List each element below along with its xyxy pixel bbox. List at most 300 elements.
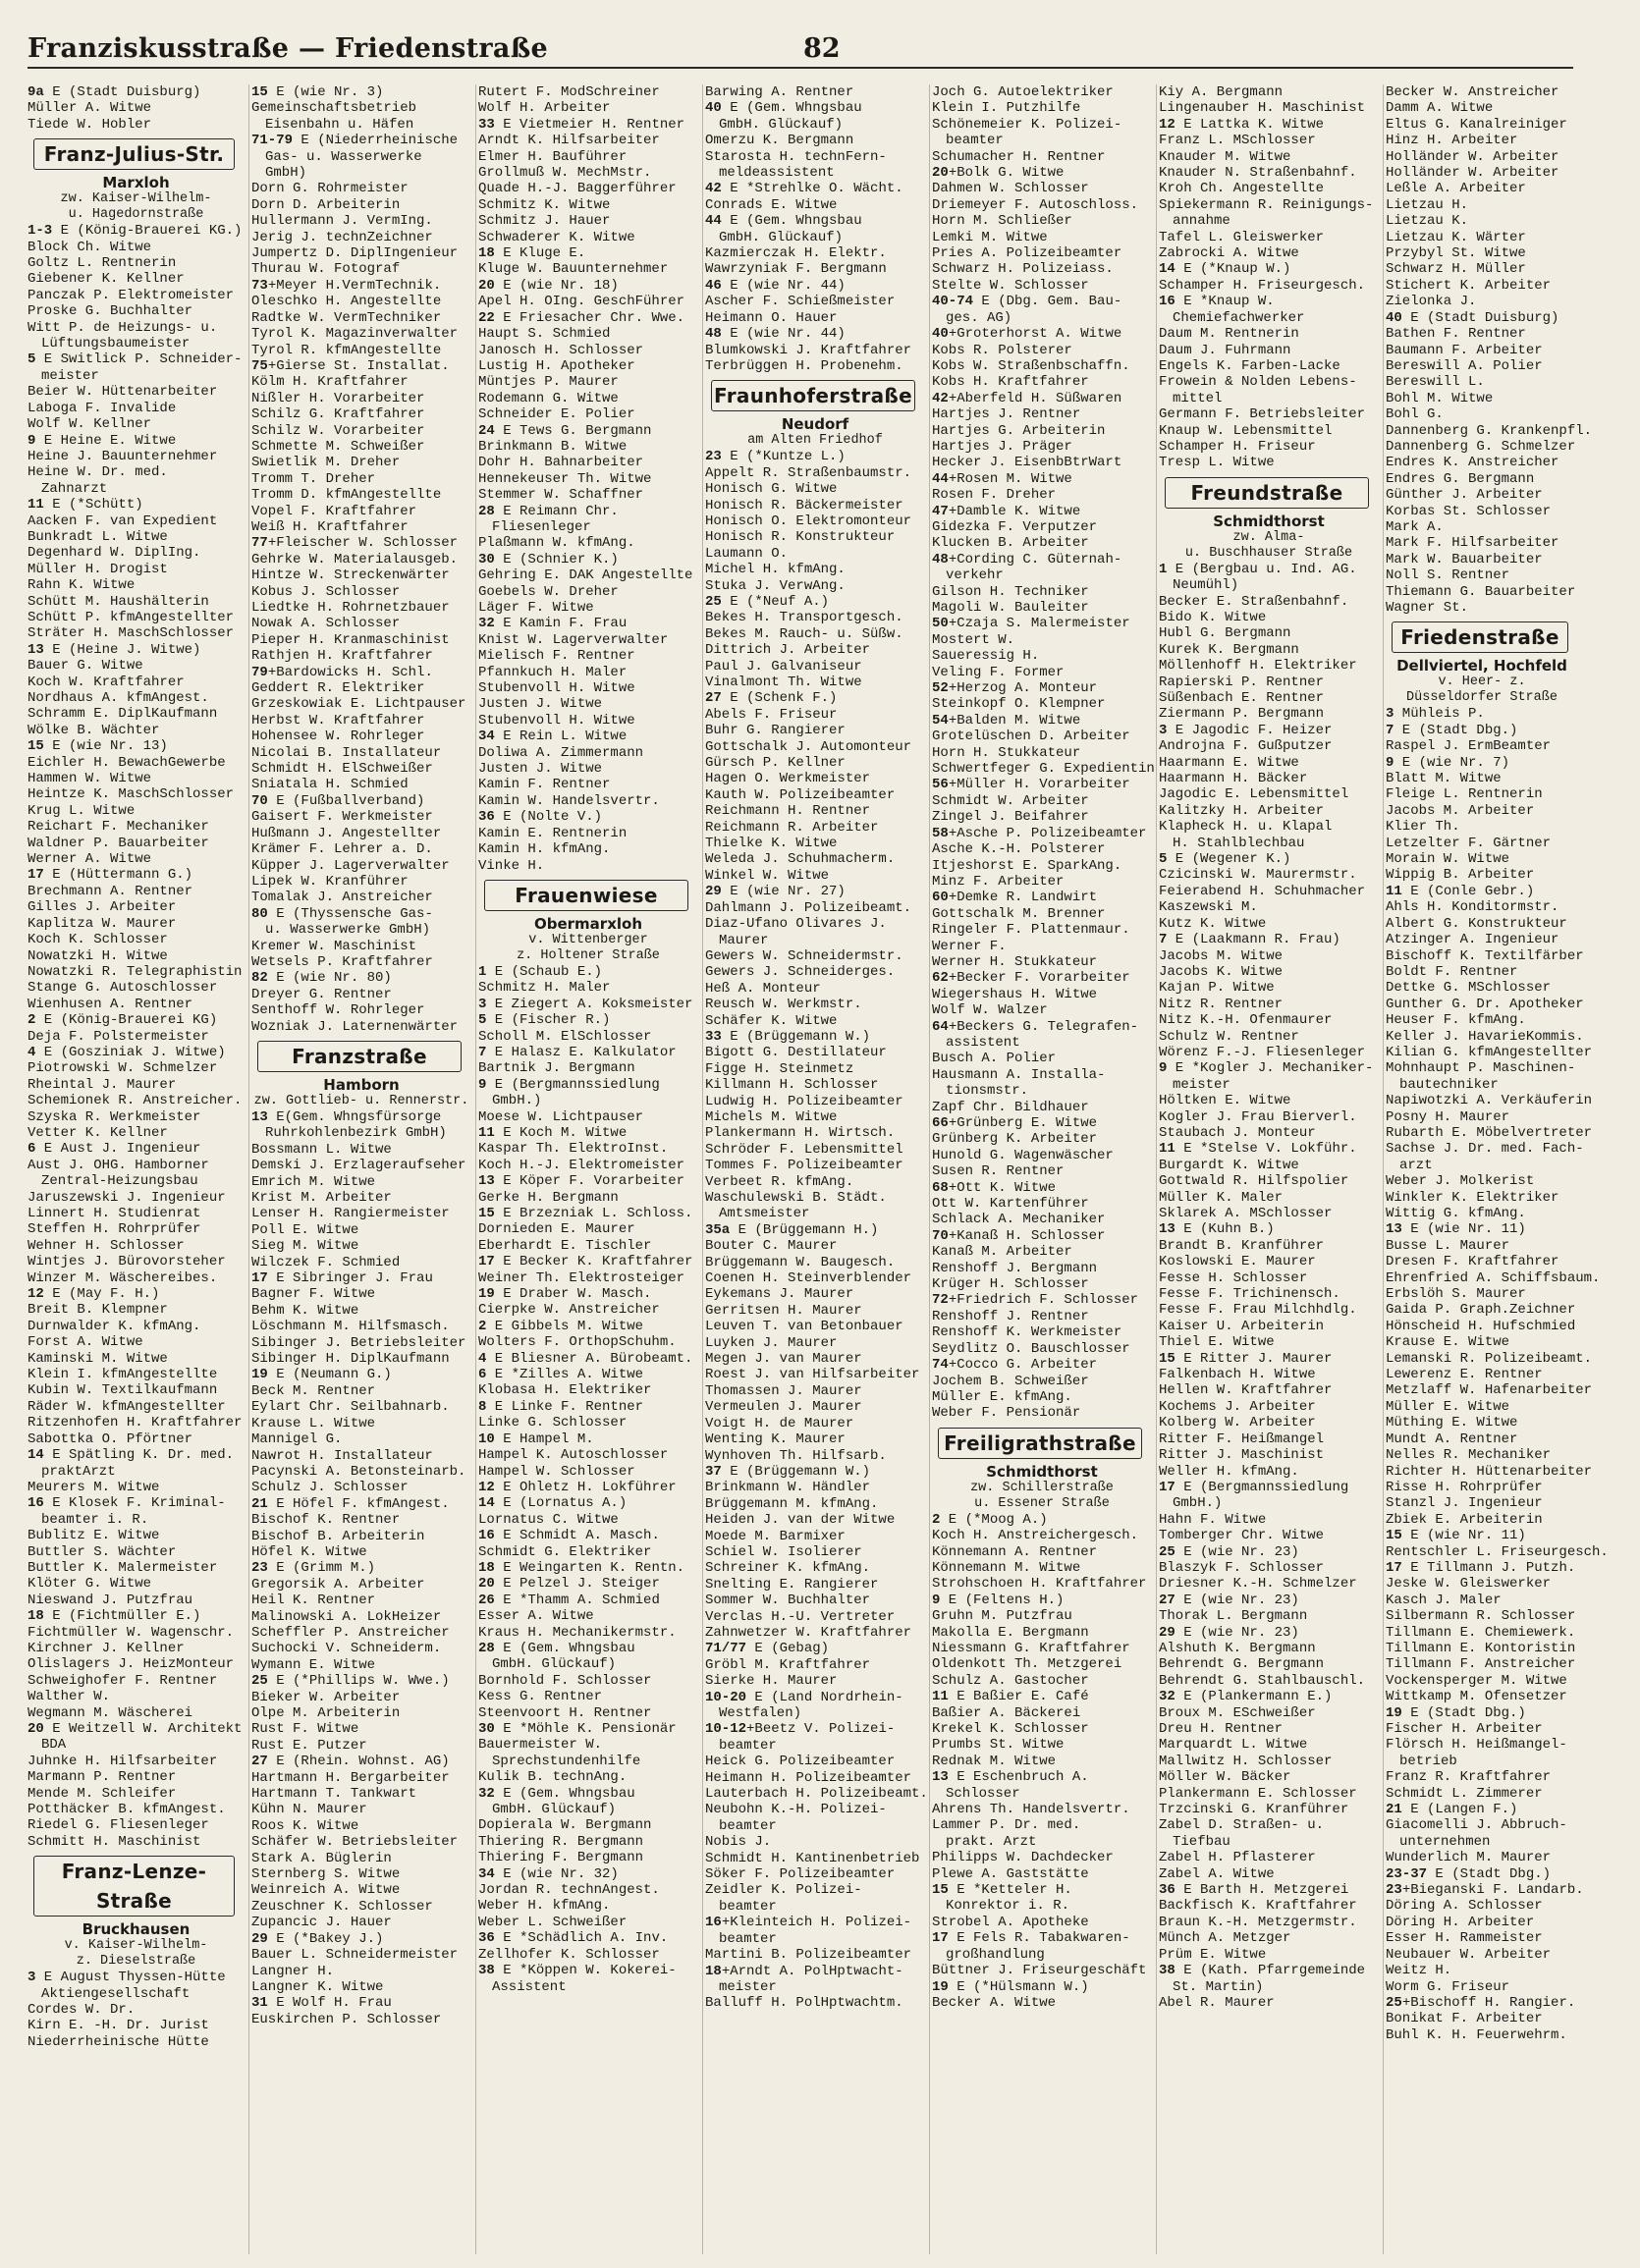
- directory-entry: Conrads E. Witwe: [705, 196, 838, 213]
- directory-entry: Wolf W. Walzer: [932, 1002, 1048, 1019]
- directory-entry: Reichmann R. Arbeiter: [705, 819, 879, 836]
- directory-entry: Esser A. Witwe: [478, 1608, 594, 1625]
- directory-entry: Sabottka O. Pförtner: [27, 1431, 193, 1447]
- directory-entry: Brandt B. Kranführer: [1159, 1237, 1325, 1254]
- directory-entry: Schäfer K. Witwe: [705, 1012, 838, 1029]
- directory-entry: Becker W. Anstreicher: [1386, 84, 1559, 100]
- directory-entry: BDA: [41, 1737, 67, 1754]
- column-1: [27, 84, 249, 2254]
- directory-entry: Moese W. Lichtpauser: [478, 1108, 644, 1125]
- directory-entry: 12 E Ohletz H. Lokführer: [478, 1479, 677, 1495]
- district-name: Neudorf: [781, 415, 849, 434]
- directory-entry: Brinkmann B. Witwe: [478, 438, 628, 455]
- directory-entry: Wölke B. Wächter: [27, 722, 160, 738]
- directory-entry: Klucken B. Arbeiter: [932, 535, 1089, 552]
- directory-entry: Atzinger A. Ingenieur: [1386, 932, 1559, 948]
- district-name: Hamborn: [323, 1075, 400, 1094]
- directory-entry: 28 E Reimann Chr.: [478, 503, 619, 519]
- directory-entry: Kühn N. Maurer: [251, 1802, 367, 1818]
- directory-entry: Eltus G. Kanalreiniger: [1386, 116, 1567, 133]
- directory-entry: 27 E (wie Nr. 23): [1159, 1592, 1299, 1608]
- directory-entry: Sibinger J. Betriebsleiter: [251, 1334, 466, 1351]
- directory-entry: 16 E *Knaup W.: [1159, 294, 1275, 310]
- street-extent: v. Wittenberger: [528, 932, 648, 947]
- directory-entry: 52+Herzog A. Monteur: [932, 680, 1098, 697]
- directory-entry: Weleda J. Schuhmacherm.: [705, 851, 896, 868]
- directory-entry: 11 E (*Schütt): [27, 497, 143, 513]
- directory-entry: Jordan R. technAngest.: [478, 1882, 660, 1899]
- directory-entry: Marmann P. Rentner: [27, 1769, 177, 1786]
- directory-entry: Dresen F. Kraftfahrer: [1386, 1254, 1559, 1270]
- column-5: [932, 84, 1157, 2254]
- directory-entry: Schamper H. Friseur: [1159, 438, 1316, 455]
- directory-entry: Schumacher H. Rentner: [932, 148, 1106, 165]
- directory-entry: Ott W. Kartenführer: [932, 1196, 1089, 1213]
- directory-entry: Thielke K. Witwe: [705, 836, 838, 852]
- directory-entry: Coenen H. Steinverblender: [705, 1270, 912, 1287]
- directory-entry: Krause E. Witwe: [1386, 1334, 1510, 1351]
- directory-entry: 64+Beckers G. Telegrafen-: [932, 1018, 1139, 1035]
- directory-entry: Kauth W. Polizeibeamter: [705, 786, 896, 803]
- directory-entry: meister: [1173, 1076, 1230, 1093]
- directory-entry: annahme: [1173, 213, 1230, 230]
- directory-entry: Staubach J. Monteur: [1159, 1124, 1316, 1141]
- directory-entry: 82 E (wie Nr. 80): [251, 970, 392, 987]
- directory-entry: 9 E (Feltens H.): [932, 1592, 1065, 1608]
- directory-entry: Noll S. Rentner: [1386, 567, 1510, 584]
- directory-entry: Wymann E. Witwe: [251, 1656, 376, 1673]
- directory-entry: Dreu H. Rentner: [1159, 1721, 1284, 1737]
- directory-entry: Eberhardt E. Tischler: [478, 1237, 652, 1254]
- directory-entry: Tyrol K. Magazinverwalter: [251, 326, 459, 343]
- directory-entry: 33 E (Brüggemann W.): [705, 1028, 871, 1045]
- directory-entry: Koch H. Anstreichergesch.: [932, 1528, 1139, 1544]
- directory-entry: Michels M. Witwe: [705, 1108, 838, 1125]
- directory-entry: Damm A. Witwe: [1386, 100, 1494, 117]
- directory-entry: Wynhoven Th. Hilfsarb.: [705, 1447, 887, 1464]
- directory-entry: Degenhard W. DiplIng.: [27, 545, 201, 562]
- directory-entry: Kobs W. Straßenbschaffn.: [932, 357, 1130, 374]
- directory-entry: Knauder N. Straßenbahnf.: [1159, 165, 1357, 182]
- directory-entry: Bauermeister W.: [478, 1737, 603, 1754]
- directory-entry: Beck M. Rentner: [251, 1382, 376, 1399]
- directory-entry: Germann F. Betriebsleiter: [1159, 406, 1366, 423]
- directory-entry: Tyrol R. kfmAngestellte: [251, 342, 442, 358]
- directory-entry: Ritzenhofen H. Kraftfahrer: [27, 1415, 243, 1431]
- column-3: [478, 84, 703, 2254]
- directory-entry: großhandlung: [946, 1946, 1045, 1963]
- directory-entry: Behrendt G. Stahlbauschl.: [1159, 1672, 1366, 1689]
- directory-entry: Demski J. Erzlageraufseher: [251, 1158, 466, 1174]
- directory-entry: Werner F.: [932, 938, 1007, 954]
- directory-entry: Jumpertz D. DiplIngenieur: [251, 245, 459, 262]
- directory-entry: Honisch O. Elektromonteur: [705, 513, 912, 529]
- district-name: Dellviertel, Hochfeld: [1396, 657, 1567, 675]
- directory-entry: Thiering R. Bergmann: [478, 1833, 644, 1850]
- directory-entry: Malinowski A. LokHeizer: [251, 1608, 442, 1625]
- directory-entry: Mielisch F. Rentner: [478, 648, 635, 665]
- directory-entry: Zapf Chr. Bildhauer: [932, 1099, 1089, 1115]
- directory-entry: Mundt A. Rentner: [1386, 1431, 1518, 1447]
- directory-entry: Renshoff K. Werkmeister: [932, 1324, 1122, 1341]
- directory-entry: Piotrowski W. Schmelzer: [27, 1060, 218, 1077]
- directory-entry: Süßenbach E. Rentner: [1159, 690, 1325, 706]
- directory-entry: Haupt S. Schmied: [478, 326, 611, 343]
- directory-entry: Ludwig H. Polizeibeamter: [705, 1093, 903, 1109]
- directory-entry: Rust E. Putzer: [251, 1737, 367, 1754]
- directory-entry: Müller H. Drogist: [27, 561, 168, 577]
- directory-entry: Burgardt K. Witwe: [1159, 1157, 1299, 1173]
- directory-entry: Cierpke W. Anstreicher: [478, 1302, 660, 1319]
- directory-entry: 3 Mühleis P.: [1386, 706, 1485, 723]
- directory-entry: Eichler H. BewachGewerbe: [27, 754, 226, 771]
- directory-entry: 32 E (Plankermann E.): [1159, 1689, 1333, 1705]
- directory-entry: Dittrich J. Arbeiter: [705, 642, 871, 659]
- directory-entry: Nowak A. Schlosser: [251, 616, 401, 632]
- street-extent: zw. Kaiser-Wilhelm-: [60, 191, 212, 207]
- directory-entry: Posny H. Maurer: [1386, 1108, 1510, 1125]
- directory-entry: Vetter K. Kellner: [27, 1124, 168, 1141]
- directory-entry: Günther J. Arbeiter: [1386, 487, 1543, 504]
- directory-entry: Plewe A. Gaststätte: [932, 1865, 1089, 1882]
- directory-entry: Stelte W. Schlosser: [932, 277, 1089, 294]
- directory-entry: Stubenvoll H. Witwe: [478, 712, 635, 729]
- directory-entry: Schmette M. Schweißer: [251, 438, 425, 455]
- directory-entry: Bido K. Witwe: [1159, 609, 1267, 625]
- directory-entry: Dorn D. Arbeiterin: [251, 196, 401, 213]
- directory-entry: Weinreich A. Witwe: [251, 1882, 401, 1899]
- directory-entry: Schulz W. Rentner: [1159, 1028, 1299, 1045]
- directory-entry: 70 E (Fußballverband): [251, 792, 425, 809]
- directory-entry: Schwertfeger G. Expedientin: [932, 761, 1155, 778]
- directory-entry: Szyska R. Werkmeister: [27, 1108, 201, 1125]
- directory-entry: Müller E. Witwe: [1386, 1398, 1510, 1415]
- directory-entry: Bekes M. Rauch- u. Süßw.: [705, 625, 903, 642]
- directory-entry: Breit B. Klempner: [27, 1302, 168, 1319]
- directory-entry: Quade H.-J. Baggerführer: [478, 181, 677, 197]
- directory-entry: GmbH.): [1173, 1495, 1223, 1512]
- directory-entry: Horn M. Schließer: [932, 213, 1072, 230]
- directory-entry: Knist W. Lagerverwalter: [478, 631, 669, 648]
- directory-entry: Czicinski W. Maurermstr.: [1159, 867, 1357, 884]
- directory-entry: Gidezka F. Verputzer: [932, 518, 1098, 535]
- directory-entry: Aust J. OHG. Hamborner: [27, 1157, 209, 1173]
- directory-entry: Kobs H. Kraftfahrer: [932, 374, 1089, 391]
- directory-entry: Rapierski P. Rentner: [1159, 674, 1325, 690]
- directory-entry: Klöter G. Witwe: [27, 1576, 152, 1593]
- directory-entry: Tromm T. Dreher: [251, 470, 376, 487]
- directory-entry: Steenvoort H. Rentner: [478, 1704, 652, 1721]
- directory-entry: Ehrenfried A. Schiffsbaum.: [1386, 1269, 1601, 1286]
- directory-entry: Nowatzki R. Telegraphistin: [27, 963, 243, 980]
- directory-entry: Tiefbau: [1173, 1833, 1230, 1850]
- directory-entry: GmbH. Glückauf): [719, 116, 844, 133]
- directory-entry: Omerzu K. Bergmann: [705, 133, 854, 149]
- directory-entry: 37 E (Brüggemann W.): [705, 1463, 871, 1480]
- directory-entry: Rentschler L. Friseurgesch.: [1386, 1543, 1609, 1560]
- directory-entry: Minz F. Arbeiter: [932, 873, 1065, 890]
- directory-entry: Gaida P. Graph.Zeichner: [1386, 1302, 1576, 1319]
- directory-entry: meldeassistent: [719, 165, 835, 182]
- directory-entry: Sniatala H. Schmied: [251, 777, 409, 793]
- directory-entry: Kajan P. Witwe: [1159, 980, 1275, 997]
- directory-entry: Stange G. Autoschlosser: [27, 980, 218, 997]
- directory-entry: Ascher F. Schießmeister: [705, 294, 896, 310]
- directory-entry: 15 E Ritter J. Maurer: [1159, 1350, 1333, 1367]
- directory-entry: Franz L. MSchlosser: [1159, 133, 1316, 149]
- directory-entry: Appelt R. Straßenbaumstr.: [705, 464, 912, 481]
- directory-entry: Broux M. ESchweißer: [1159, 1704, 1316, 1721]
- directory-entry: 42+Aberfeld H. Süßwaren: [932, 390, 1122, 406]
- directory-entry: 17 E (Bergmannssiedlung: [1159, 1479, 1349, 1495]
- directory-entry: Linke G. Schlosser: [478, 1415, 628, 1431]
- directory-entry: Buhr G. Rangierer: [705, 723, 846, 739]
- directory-entry: Androjna F. Gußputzer: [1159, 738, 1333, 755]
- directory-entry: 18 E (Fichtmüller E.): [27, 1608, 201, 1625]
- directory-entry: GmbH. Glückauf): [492, 1656, 617, 1673]
- directory-entry: 16+Kleinteich H. Polizei-: [705, 1915, 912, 1931]
- street-extent: z. Dieselstraße: [76, 1954, 196, 1970]
- directory-entry: Schwaderer K. Witwe: [478, 229, 635, 245]
- directory-entry: Zupancic J. Hauer: [251, 1915, 392, 1931]
- directory-entry: 29 E (wie Nr. 27): [705, 884, 846, 900]
- directory-entry: Hönscheid H. Hufschmied: [1386, 1318, 1576, 1334]
- directory-entry: Nicolai B. Installateur: [251, 744, 442, 761]
- directory-entry: Schiel W. Isolierer: [705, 1543, 862, 1560]
- directory-entry: mittel: [1173, 390, 1223, 406]
- directory-entry: Wilczek F. Schmied: [251, 1254, 401, 1270]
- district-name: Obermarxloh: [533, 914, 642, 933]
- directory-entry: Kurek K. Bergmann: [1159, 641, 1299, 658]
- directory-entry: Abel R. Maurer: [1159, 1994, 1275, 2011]
- directory-entry: Apel H. OIng. GeschFührer: [478, 294, 685, 310]
- directory-entry: Kirchner J. Kellner: [27, 1640, 185, 1656]
- directory-entry: Gerke H. Bergmann: [478, 1189, 619, 1206]
- directory-entry: Busse L. Maurer: [1386, 1237, 1510, 1254]
- directory-entry: St. Martin): [1173, 1978, 1264, 1995]
- directory-entry: Kölm H. Kraftfahrer: [251, 374, 409, 391]
- directory-entry: 15 E *Ketteler H.: [932, 1882, 1072, 1899]
- directory-entry: Mallwitz H. Schlosser: [1159, 1753, 1333, 1769]
- directory-entry: Jeske W. Gleiswerker: [1386, 1576, 1552, 1593]
- directory-entry: Durnwalder K. kfmAng.: [27, 1318, 201, 1334]
- directory-entry: 9 E (Bergmannssiedlung: [478, 1076, 660, 1093]
- directory-entry: Vinalmont Th. Witwe: [705, 675, 862, 690]
- directory-entry: 19 E (*Hülsmann W.): [932, 1978, 1089, 1995]
- directory-entry: 14 E Spätling K. Dr. med.: [27, 1447, 235, 1464]
- directory-entry: Stichert K. Arbeiter: [1386, 277, 1552, 294]
- directory-entry: Könnemann A. Rentner: [932, 1543, 1098, 1560]
- directory-entry: Wittkamp M. Ofensetzer: [1386, 1689, 1567, 1705]
- directory-entry: 28 E (Gem. Whngsbau: [478, 1640, 635, 1656]
- directory-entry: Kaplitza W. Maurer: [27, 915, 177, 932]
- directory-entry: Holländer W. Arbeiter: [1386, 148, 1559, 165]
- directory-entry: Wegmann M. Wäscherei: [27, 1704, 193, 1721]
- directory-entry: 35a E (Brüggemann H.): [705, 1221, 879, 1238]
- directory-entry: Schmitz J. Hauer: [478, 213, 611, 230]
- directory-entry: Schilz W. Vorarbeiter: [251, 422, 425, 439]
- directory-entry: Kaspar Th. ElektroInst.: [478, 1141, 669, 1158]
- directory-entry: Niessmann G. Kraftfahrer: [932, 1640, 1130, 1656]
- directory-entry: Susen R. Rentner: [932, 1163, 1065, 1180]
- directory-entry: Bekes H. Transportgesch.: [705, 610, 903, 626]
- directory-entry: Busch A. Polier: [932, 1051, 1057, 1067]
- directory-entry: Kluge W. Bauunternehmer: [478, 261, 669, 278]
- directory-entry: Proske G. Buchhalter: [27, 303, 193, 320]
- directory-entry: 9a E (Stadt Duisburg): [27, 84, 201, 100]
- directory-entry: Reichmann H. Rentner: [705, 803, 871, 820]
- directory-entry: Ziermann P. Bergmann: [1159, 706, 1325, 723]
- directory-entry: Nitz R. Rentner: [1159, 996, 1284, 1012]
- directory-entry: Zielonka J.: [1386, 294, 1477, 310]
- directory-entry: Erbslöh S. Maurer: [1386, 1286, 1526, 1303]
- directory-entry: 34 E Rein L. Witwe: [478, 729, 628, 745]
- directory-entry: Terbrüggen H. Probenehm.: [705, 357, 903, 374]
- directory-entry: Jacobs M. Witwe: [1159, 947, 1284, 964]
- directory-entry: Knauder M. Witwe: [1159, 148, 1291, 165]
- directory-entry: Nißler H. Vorarbeiter: [251, 390, 425, 406]
- directory-entry: Gewers W. Schneidermstr.: [705, 947, 903, 964]
- directory-entry: 48+Cording C. Güternah-: [932, 551, 1122, 567]
- directory-entry: Schmidt G. Elektriker: [478, 1543, 652, 1560]
- directory-entry: Kamin H. kfmAng.: [478, 841, 611, 858]
- directory-entry: Hinz H. Arbeiter: [1386, 133, 1518, 149]
- directory-entry: Przybyl St. Witwe: [1386, 245, 1526, 262]
- directory-entry: Schweighofer F. Rentner: [27, 1672, 218, 1689]
- directory-entry: Block Ch. Witwe: [27, 239, 152, 255]
- directory-entry: 20 E Weitzell W. Architekt: [27, 1721, 243, 1737]
- directory-entry: 5 E Switlick P. Schneider-: [27, 351, 243, 368]
- directory-entry: Goltz L. Rentnerin: [27, 255, 177, 272]
- directory-entry: Schemionek R. Anstreicher.: [27, 1093, 243, 1109]
- directory-entry: Philipps W. Dachdecker: [932, 1850, 1114, 1866]
- directory-entry: 7 E (Laakmann R. Frau): [1159, 932, 1340, 948]
- directory-entry: Backfisch K. Kraftfahrer: [1159, 1898, 1357, 1915]
- directory-entry: Weitz H.: [1386, 1963, 1452, 1979]
- directory-entry: 18 E Kluge E.: [478, 245, 586, 262]
- directory-entry: Dorn G. Rohrmeister: [251, 181, 409, 197]
- directory-entry: Ahrens Th. Handelsvertr.: [932, 1802, 1130, 1818]
- directory-entry: 40 E (Gem. Whngsbau: [705, 100, 862, 117]
- directory-entry: Kalitzky H. Arbeiter: [1159, 802, 1325, 819]
- directory-entry: Bouter C. Maurer: [705, 1238, 838, 1255]
- directory-entry: Tomberger Chr. Witwe: [1159, 1528, 1325, 1544]
- directory-entry: Leßle A. Arbeiter: [1386, 181, 1526, 197]
- directory-entry: 1-3 E (König-Brauerei KG.): [27, 223, 243, 240]
- directory-entry: Bagner F. Witwe: [251, 1286, 376, 1303]
- directory-entry: Schütt M. Haushälterin: [27, 593, 209, 610]
- directory-entry: 23 E (*Kuntze L.): [705, 449, 846, 465]
- directory-entry: Riedel G. Fliesenleger: [27, 1817, 209, 1834]
- directory-entry: Buttler S. Wächter: [27, 1543, 177, 1560]
- directory-entry: Magoli W. Bauleiter: [932, 600, 1089, 616]
- directory-entry: Wolters F. OrthopSchuhm.: [478, 1334, 677, 1351]
- directory-entry: Wolf H. Arbeiter: [478, 100, 611, 117]
- directory-entry: 36 E *Schädlich A. Inv.: [478, 1930, 669, 1947]
- directory-entry: Neubauer W. Arbeiter: [1386, 1946, 1552, 1963]
- directory-entry: Weiß H. Kraftfahrer: [251, 518, 409, 535]
- directory-entry: Heimann O. Hauer: [705, 309, 838, 326]
- directory-entry: Dahmen W. Schlosser: [932, 181, 1089, 197]
- directory-entry: Fliesenleger: [492, 518, 591, 535]
- directory-entry: 60+Demke R. Landwirt: [932, 890, 1098, 906]
- directory-entry: Thomassen J. Maurer: [705, 1382, 862, 1399]
- directory-entry: Baumann F. Arbeiter: [1386, 342, 1543, 358]
- directory-entry: 77+Fleischer W. Schlosser: [251, 535, 459, 552]
- directory-entry: 12 E (May F. H.): [27, 1286, 160, 1303]
- directory-entry: Tomalak J. Anstreicher: [251, 890, 433, 906]
- directory-entry: Stanzl J. Ingenieur: [1386, 1495, 1543, 1512]
- directory-entry: Schröder F. Lebensmittel: [705, 1141, 903, 1158]
- directory-entry: meister: [41, 367, 99, 384]
- directory-entry: Justen J. Witwe: [478, 761, 603, 778]
- street-extent: u. Buschhauser Straße: [1184, 545, 1353, 561]
- directory-entry: Elmer H. Bauführer: [478, 148, 628, 165]
- directory-entry: Radtke W. VermTechniker: [251, 309, 442, 326]
- directory-entry: Schmidt H. ElSchweißer: [251, 761, 433, 778]
- directory-entry: Wetsels P. Kraftfahrer: [251, 953, 433, 970]
- directory-entry: Heiden J. van der Witwe: [705, 1512, 896, 1529]
- directory-entry: 32 E Kamin F. Frau: [478, 616, 628, 632]
- directory-entry: 7 E Halasz E. Kalkulator: [478, 1044, 677, 1060]
- directory-entry: Ahls H. Konditormstr.: [1386, 899, 1559, 916]
- directory-entry: Scheffler P. Anstreicher: [251, 1624, 450, 1641]
- directory-entry: 14 E (Lornatus A.): [478, 1495, 628, 1512]
- directory-entry: Grzeskowiak E. Lichtpauser: [251, 696, 466, 713]
- directory-entry: Witt P. de Heizungs- u.: [27, 319, 218, 336]
- directory-entry: Sierke H. Maurer: [705, 1673, 838, 1690]
- directory-entry: Bornhold F. Schlosser: [478, 1672, 652, 1689]
- directory-entry: Eykemans J. Maurer: [705, 1286, 854, 1303]
- directory-entry: 9 E (wie Nr. 7): [1386, 754, 1510, 771]
- directory-entry: Napiwotzki A. Verkäuferin: [1386, 1093, 1593, 1109]
- directory-entry: Aktiengesellschaft: [41, 1985, 191, 2002]
- directory-entry: 7 E (Stadt Dbg.): [1386, 722, 1518, 738]
- directory-entry: Tillmann E. Kontoristin: [1386, 1640, 1576, 1656]
- directory-entry: Michel H. kfmAng.: [705, 562, 846, 578]
- directory-entry: 36 E (Nolte V.): [478, 809, 603, 826]
- directory-entry: Dohr H. Bahnarbeiter: [478, 455, 644, 471]
- directory-entry: 23 E (Grimm M.): [251, 1560, 376, 1577]
- directory-entry: Löschmann M. Hilfsmasch.: [251, 1319, 450, 1335]
- column-7: [1386, 84, 1609, 2254]
- directory-entry: Kubin W. Textilkaufmann: [27, 1382, 218, 1399]
- directory-entry: Baßier A. Bäckerei: [932, 1704, 1081, 1721]
- directory-entry: Winzer M. Wäschereibes.: [27, 1269, 218, 1286]
- directory-entry: Dannenberg G. Krankenpfl.: [1386, 422, 1593, 439]
- directory-entry: Justen J. Witwe: [478, 696, 603, 713]
- directory-entry: Bigott G. Destillateur: [705, 1045, 887, 1061]
- directory-entry: Thiel E. Witwe: [1159, 1334, 1275, 1351]
- directory-entry: Mark A.: [1386, 518, 1444, 535]
- directory-entry: 50+Czaja S. Malermeister: [932, 616, 1130, 632]
- directory-entry: 15 E (wie Nr. 13): [27, 738, 168, 755]
- directory-entry: Goebels W. Dreher: [478, 583, 619, 600]
- directory-entry: Koch K. Schlosser: [27, 932, 168, 948]
- directory-entry: Schmidt L. Zimmerer: [1386, 1785, 1543, 1802]
- directory-entry: 58+Asche P. Polizeibeamter: [932, 825, 1147, 841]
- directory-entry: Tresp L. Witwe: [1159, 455, 1275, 471]
- directory-entry: Suchocki V. Schneiderm.: [251, 1641, 442, 1657]
- directory-entry: Geddert R. Elektriker: [251, 680, 425, 697]
- directory-entry: Assistent: [492, 1978, 567, 1995]
- directory-entry: Hagen O. Werkmeister: [705, 771, 871, 787]
- directory-entry: Heß A. Monteur: [705, 980, 821, 997]
- directory-entry: Kamin F. Rentner: [478, 777, 611, 793]
- directory-entry: Zeuschner K. Schlosser: [251, 1898, 433, 1915]
- directory-entry: Juhnke H. Hilfsarbeiter: [27, 1753, 218, 1769]
- directory-entry: Frowein & Nolden Lebens-: [1159, 374, 1357, 391]
